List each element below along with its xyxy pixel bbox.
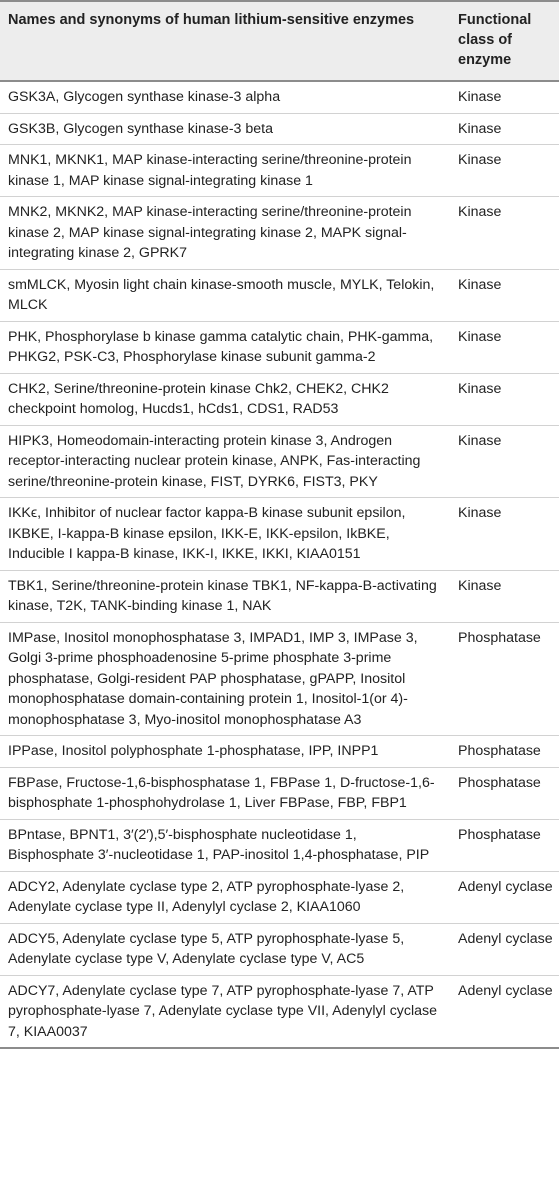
enzyme-names-cell: MNK2, MKNK2, MAP kinase-interacting serine/threonine-protein kinase 2, MAP kinase signal-integrating kinase 2, MAPK signal-integrating kinase 2, GPRK7 <box>8 204 412 261</box>
table-row <box>0 736 559 768</box>
enzyme-names-cell: TBK1, Serine/threonine-protein kinase TBK1, NF-kappa-B-activating kinase, T2K, TANK-binding kinase 1, NAK <box>8 577 437 614</box>
enzyme-class-cell: Kinase <box>458 505 502 521</box>
enzyme-class-cell: Kinase <box>458 432 502 449</box>
header-names: Names and synonyms of human lithium-sensitive enzymes <box>8 12 415 28</box>
table-row <box>0 819 559 871</box>
table-header <box>0 1 559 81</box>
enzyme-names-cell: IMPase, Inositol monophosphatase 3, IMPAD1, IMP 3, IMPase 3, Golgi 3-prime phosphoadenosine 5-prime phosphate 3-prime phosphatase, Golgi-resident PAP phosphatase, gPAPP, Inositol monophosphatase domain-containing protein 1, Inositol-1(or 4)-monophosphatase 3, Myo-inositol monophosphatase A3 <box>8 629 418 728</box>
table-row <box>0 113 559 145</box>
table-row <box>0 923 559 975</box>
table-row <box>0 498 559 571</box>
enzyme-class-cell: Phosphatase <box>458 743 541 759</box>
enzyme-names-cell: IKKϵ, Inhibitor of nuclear factor kappa-B kinase subunit epsilon, IKBKE, I-kappa-B kinase epsilon, IKK-E, IKK-epsilon, IkBKE, Inducible I kappa-B kinase, IKK-I, IKKE, IKKI, KIAA0151 <box>8 505 406 562</box>
enzyme-names-cell: ADCY2, Adenylate cyclase type 2, ATP pyrophosphate-lyase 2, Adenylate cyclase type II, Adenylyl cyclase 2, KIAA1060 <box>8 878 405 915</box>
enzyme-class-cell: Adenyl cyclase <box>458 982 553 999</box>
table-row <box>0 145 559 197</box>
table-row <box>0 269 559 321</box>
header-row <box>0 1 559 81</box>
enzyme-names-cell: MNK1, MKNK1, MAP kinase-interacting serine/threonine-protein kinase 1, MAP kinase signal-integrating kinase 1 <box>8 152 412 189</box>
table-row <box>0 425 559 498</box>
enzyme-names-cell: ADCY7, Adenylate cyclase type 7, ATP pyrophosphate-lyase 7, ATP pyrophosphate-lyase 7, Adenylate cyclase type VII, Adenylyl cyclase 7, KIAA0037 <box>8 982 438 1040</box>
table-row <box>0 570 559 622</box>
enzyme-names-cell: GSK3B, Glycogen synthase kinase-3 beta <box>8 120 273 137</box>
table-row <box>0 767 559 819</box>
table-body <box>0 81 559 1048</box>
enzyme-class-cell: Phosphatase <box>458 826 541 843</box>
enzyme-names-cell: PHK, Phosphorylase b kinase gamma catalytic chain, PHK-gamma, PHKG2, PSK-C3, Phosphorylase kinase subunit gamma-2 <box>8 328 434 365</box>
enzyme-class-cell: Adenyl cyclase <box>458 878 553 895</box>
enzyme-names-cell: HIPK3, Homeodomain-interacting protein kinase 3, Androgen receptor-interacting nuclear protein kinase, ANPK, Fas-interacting serine/threonine-protein kinase, FIST, DYRK6, FIST3, PKY <box>8 432 421 490</box>
table-row <box>0 871 559 923</box>
table-row <box>0 81 559 113</box>
table-row <box>0 373 559 425</box>
enzyme-class-cell: Kinase <box>458 328 502 345</box>
enzyme-names-cell: smMLCK, Myosin light chain kinase-smooth muscle, MYLK, Telokin, MLCK <box>8 276 435 313</box>
header-functional-class: Functional class of enzyme <box>458 12 532 68</box>
enzyme-class-cell: Adenyl cyclase <box>458 930 553 947</box>
table-row <box>0 622 559 736</box>
table-row <box>0 321 559 373</box>
enzyme-class-cell: Kinase <box>458 276 502 293</box>
enzyme-class-cell: Kinase <box>458 380 502 397</box>
enzyme-names-cell: FBPase, Fructose-1,6-bisphosphatase 1, FBPase 1, D-fructose-1,6-bisphosphate 1-phosphohydrolase 1, Liver FBPase, FBP, FBP1 <box>8 774 435 811</box>
enzyme-class-cell: Kinase <box>458 577 502 594</box>
enzyme-names-cell: GSK3A, Glycogen synthase kinase-3 alpha <box>8 89 281 105</box>
enzyme-names-cell: CHK2, Serine/threonine-protein kinase Chk2, CHEK2, CHK2 checkpoint homolog, Hucds1, hCds1, CDS1, RAD53 <box>8 380 389 417</box>
table-row <box>0 197 559 270</box>
enzyme-names-cell: ADCY5, Adenylate cyclase type 5, ATP pyrophosphate-lyase 5, Adenylate cyclase type V, Adenylate cyclase type V, AC5 <box>8 930 405 967</box>
enzyme-names-cell: IPPase, Inositol polyphosphate 1-phosphatase, IPP, INPP1 <box>8 743 379 759</box>
enzyme-class-cell: Phosphatase <box>458 629 541 646</box>
enzyme-class-cell: Kinase <box>458 120 502 137</box>
enzyme-names-cell: BPntase, BPNT1, 3′(2′),5′-bisphosphate nucleotidase 1, Bisphosphate 3′-nucleotidase 1, PAP-inositol 1,4-phosphatase, PIP <box>8 826 430 863</box>
enzyme-class-cell: Phosphatase <box>458 774 541 791</box>
table-row <box>0 975 559 1048</box>
enzyme-class-cell: Kinase <box>458 204 502 220</box>
enzyme-class-cell: Kinase <box>458 152 502 168</box>
enzyme-class-cell: Kinase <box>458 89 502 105</box>
